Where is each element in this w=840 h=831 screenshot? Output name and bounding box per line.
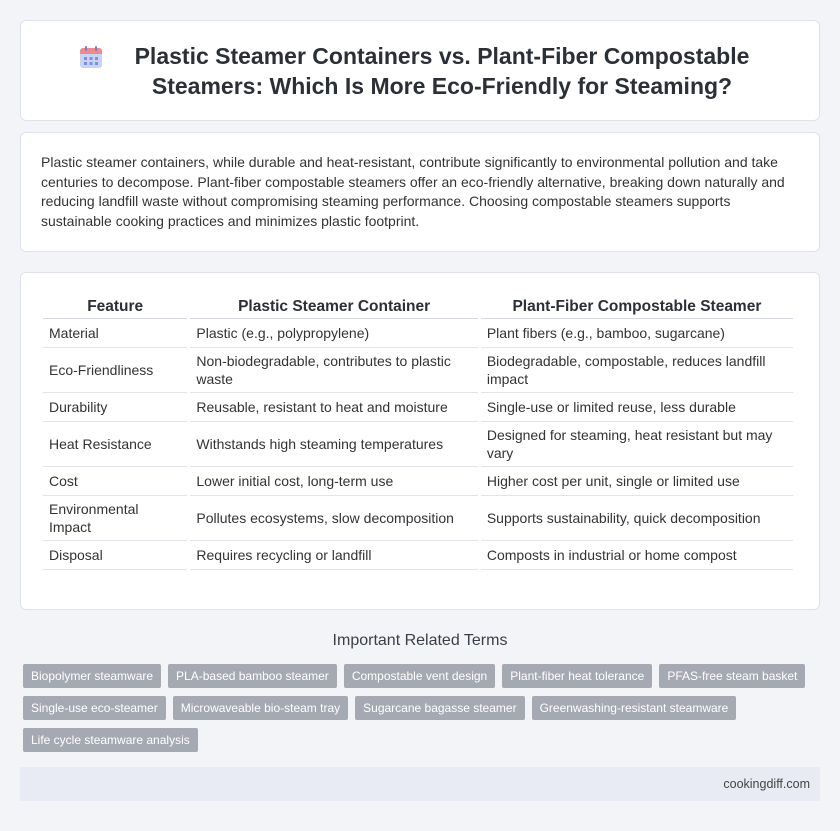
page-title: Plastic Steamer Containers vs. Plant-Fiber Compostable Steamers: Which Is More Eco-Friendly for Steaming? — [134, 42, 750, 99]
row-plastic: Pollutes ecosystems, slow decomposition — [190, 496, 477, 541]
related-term-tag[interactable]: Plant-fiber heat tolerance — [502, 664, 652, 688]
related-terms-tags — [23, 664, 823, 760]
tag-row — [23, 728, 823, 752]
row-feature: Durability — [43, 393, 187, 422]
row-feature: Eco-Friendliness — [43, 348, 187, 393]
row-feature: Heat Resistance — [43, 422, 187, 467]
calendar-icon — [78, 44, 104, 70]
header-plastic: Plastic Steamer Container — [190, 295, 477, 319]
row-plastic: Lower initial cost, long-term use — [190, 467, 477, 496]
footer-site-link[interactable]: cookingdiff.com — [723, 777, 810, 791]
related-term-tag[interactable]: Greenwashing-resistant steamware — [532, 696, 737, 720]
row-feature: Disposal — [43, 541, 187, 570]
related-term-tag[interactable]: PFAS-free steam basket — [659, 664, 805, 688]
header-plant-fiber: Plant-Fiber Compostable Steamer — [481, 295, 793, 319]
table-row — [43, 496, 793, 541]
table-row — [43, 393, 793, 422]
row-feature: Environmental Impact — [43, 496, 187, 541]
footer — [20, 767, 820, 801]
related-term-tag[interactable]: Single-use eco-steamer — [23, 696, 166, 720]
row-plant-fiber: Higher cost per unit, single or limited use — [481, 467, 793, 496]
related-term-tag[interactable]: Compostable vent design — [344, 664, 495, 688]
table-row — [43, 319, 793, 348]
row-plastic: Reusable, resistant to heat and moisture — [190, 393, 477, 422]
related-term-tag[interactable]: Biopolymer steamware — [23, 664, 161, 688]
related-term-tag[interactable]: Microwaveable bio-steam tray — [173, 696, 348, 720]
intro-card — [20, 132, 820, 252]
row-plastic: Plastic (e.g., polypropylene) — [190, 319, 477, 348]
title-wrap — [78, 41, 762, 101]
row-plastic: Withstands high steaming temperatures — [190, 422, 477, 467]
row-feature: Cost — [43, 467, 187, 496]
table-row — [43, 467, 793, 496]
row-plant-fiber: Single-use or limited reuse, less durable — [481, 393, 793, 422]
related-terms-title: Important Related Terms — [332, 632, 508, 649]
intro-text: Plastic steamer containers, while durable and heat-resistant, contribute significantly to environmental pollution and take centuries to decompose. Plant-fiber compostable steamers offer an eco-friendly alternative, breaking down naturally and reducing landfill waste without compromising steaming performance. Choosing compostable steamers supports sustainable cooking practices and minimizes plastic footprint. — [41, 154, 785, 229]
table-row — [43, 541, 793, 570]
table-row — [43, 422, 793, 467]
table-row — [43, 348, 793, 393]
row-plant-fiber: Composts in industrial or home compost — [481, 541, 793, 570]
comparison-table — [40, 295, 796, 570]
tag-row — [23, 664, 823, 688]
related-term-tag[interactable]: Sugarcane bagasse steamer — [355, 696, 524, 720]
row-plant-fiber: Plant fibers (e.g., bamboo, sugarcane) — [481, 319, 793, 348]
header-feature: Feature — [43, 295, 187, 319]
tag-row — [23, 696, 823, 720]
row-plastic: Non-biodegradable, contributes to plastic waste — [190, 348, 477, 393]
related-term-tag[interactable]: PLA-based bamboo steamer — [168, 664, 337, 688]
comparison-table-card — [20, 272, 820, 610]
row-plastic: Requires recycling or landfill — [190, 541, 477, 570]
row-plant-fiber: Biodegradable, compostable, reduces landfill impact — [481, 348, 793, 393]
title-card — [20, 20, 820, 121]
row-plant-fiber: Supports sustainability, quick decomposition — [481, 496, 793, 541]
row-plant-fiber: Designed for steaming, heat resistant but may vary — [481, 422, 793, 467]
row-feature: Material — [43, 319, 187, 348]
table-header-row — [43, 295, 793, 319]
related-term-tag[interactable]: Life cycle steamware analysis — [23, 728, 198, 752]
